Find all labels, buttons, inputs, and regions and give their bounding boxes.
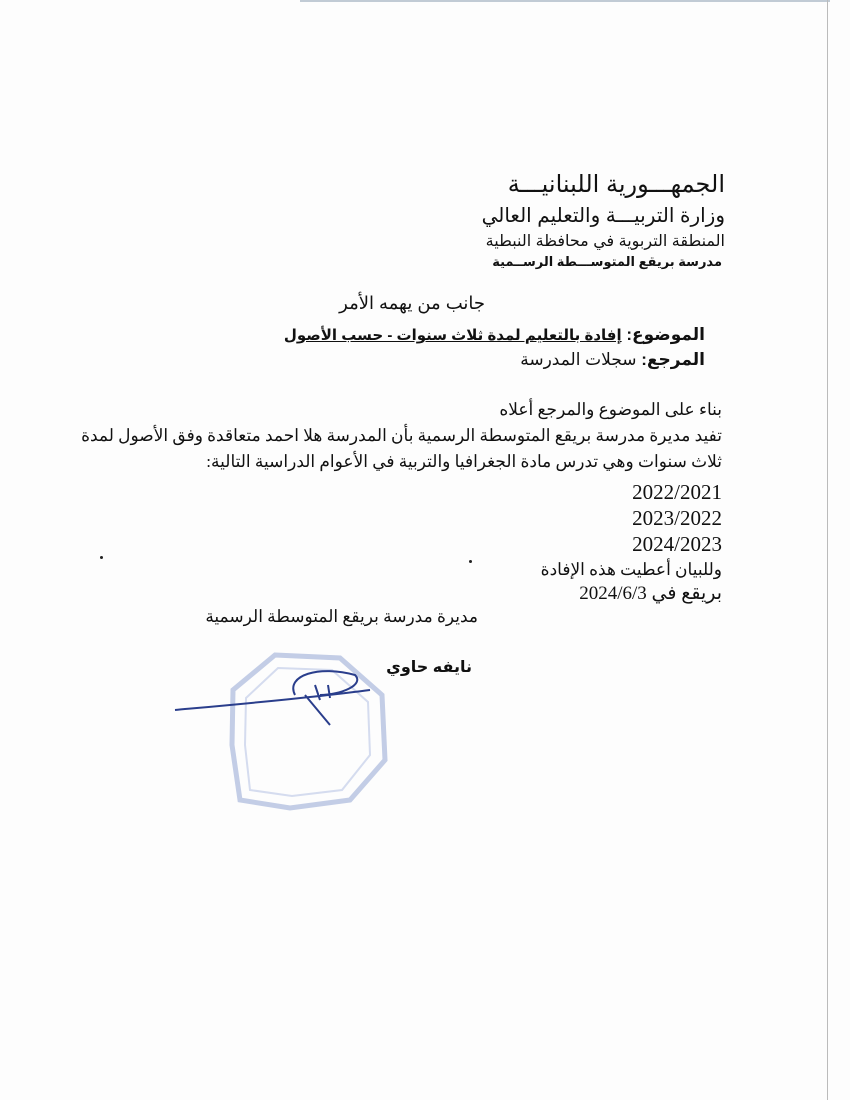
header-ministry: وزارة التربيـــة والتعليم العالي	[481, 205, 725, 227]
header-republic: الجمهـــورية اللبنانيـــة	[507, 171, 725, 198]
scan-speck	[469, 560, 472, 563]
subject-label: الموضوع:	[626, 325, 705, 344]
date-line: بريقع في 2024/6/3	[579, 583, 722, 604]
reference-text: سجلات المدرسة	[520, 350, 637, 369]
addressee: جانب من يهمه الأمر	[339, 293, 485, 313]
reference-label: المرجع:	[641, 350, 705, 369]
year-2: 2023/2022	[632, 506, 722, 530]
body-line-3: ثلاث سنوات وهي تدرس مادة الجغرافيا والتربية في الأعوام الدراسية التالية:	[206, 452, 722, 471]
header-school: مدرسة بريقع المتوســـطة الرســمية	[492, 254, 722, 269]
body-line-2: تفيد مديرة مدرسة بريقع المتوسطة الرسمية بأن المدرسة هلا احمد متعاقدة وفق الأصول لمدة	[81, 426, 722, 445]
closing-line: وللبيان أعطيت هذه الإفادة	[540, 560, 722, 579]
header-region: المنطقة التربوية في محافظة النبطية	[485, 233, 725, 250]
signatory-title: مديرة مدرسة بريقع المتوسطة الرسمية	[205, 607, 478, 626]
scan-edge-right	[827, 0, 828, 1100]
body-line-1: بناء على الموضوع والمرجع أعلاه	[499, 400, 722, 419]
subject-text: إفادة بالتعليم لمدة ثلاث سنوات - حسب الأصول	[283, 327, 622, 344]
signature	[175, 671, 370, 725]
stamp-and-signature	[170, 650, 400, 815]
scan-edge-top	[300, 0, 830, 2]
year-3: 2024/2023	[632, 532, 722, 556]
scan-speck	[100, 556, 103, 559]
school-stamp	[232, 655, 385, 808]
reference-line	[520, 350, 705, 370]
year-1: 2022/2021	[632, 480, 722, 504]
subject-line	[284, 325, 705, 345]
signatory-name: نايفه حاوي	[386, 659, 472, 676]
